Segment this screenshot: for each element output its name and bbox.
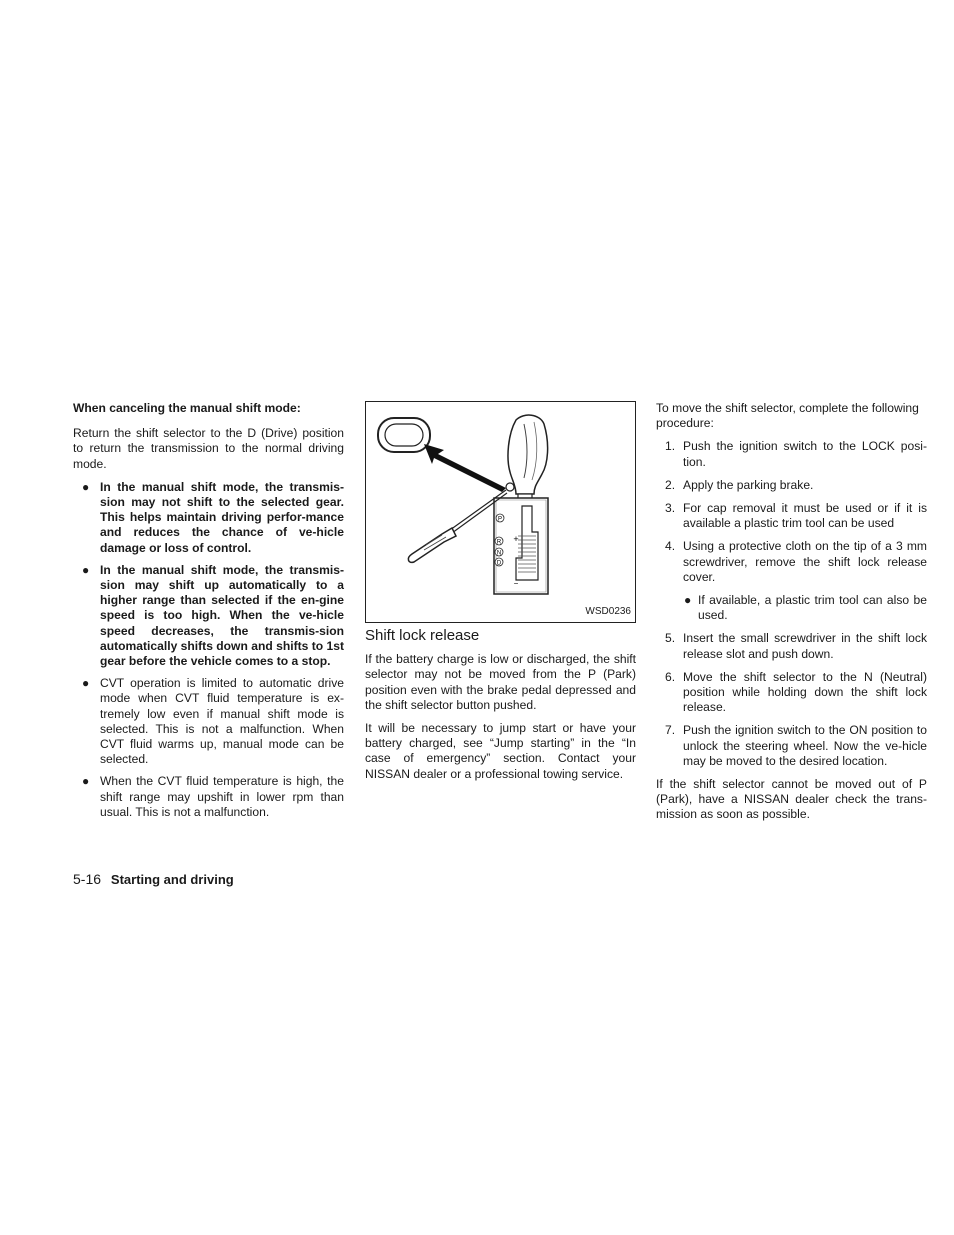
jump-start-paragraph: It will be necessary to jump start or have your battery charged, see “Jump starting” in the “In case of emergency” section. Contact your NISSAN dealer or a professional towing service. [365,721,636,781]
step-text: Insert the small screwdriver in the shift lock release slot and push down. [683,631,927,661]
step-text: Push the ignition switch to the ON position to unlock the steering wheel. Now the ve-hicle may be moved to the desired location. [683,723,927,768]
list-item [656,439,927,469]
list-item [656,723,927,769]
right-column [656,401,927,831]
list-item-text: When the CVT fluid temperature is high, the shift range may upshift in lower rpm than usual. This is not a malfunction. [100,774,344,819]
gear-r-label: R [496,539,502,546]
step-text: Using a protective cloth on the tip of a 3 mm screwdriver, remove the shift lock release cover. [683,539,927,584]
list-item-text: In the manual shift mode, the transmis-sion may shift up automatically to a higher range than selected if the en-gine speed is too high. When the ve-hicle speed decreases, the transmis-sion automatically shifts down and shifts to 1st gear before the vehicle comes to a stop. [100,562,344,669]
bullet-icon: ● [82,774,90,789]
list-item [73,676,344,767]
figure-code: WSD0236 [585,605,631,617]
chapter-title: Starting and driving [110,872,234,887]
step-number: 5. [665,631,676,646]
downshift-minus-label: − [513,579,519,588]
step-number: 6. [665,669,676,684]
gear-p-label: P [497,516,503,523]
procedure-steps [656,439,927,585]
battery-paragraph: If the battery charge is low or discharged, the shift selector may not be moved from the P (Park) position even with the brake pedal depressed and the shift selector button pushed. [365,652,636,712]
middle-column [365,401,636,790]
manual-mode-cancel-intro: Return the shift selector to the D (Drive) position to return the transmission to the normal driving mode. [73,426,344,471]
step-number: 7. [665,723,676,738]
left-column [73,401,344,827]
step-number: 1. [665,439,676,454]
list-item [656,501,927,531]
procedure-steps-continued [656,631,927,769]
procedure-intro: To move the shift selector, complete the following procedure: [656,401,919,431]
page-number: 5-16 [73,871,102,887]
list-item-text: CVT operation is limited to automatic drive mode when CVT fluid temperature is ex-tremely low even if manual shift mode is selected. This is not a malfunction. When CVT fluid warms up, manual mode can be selected. [100,676,344,767]
page-footer [73,871,234,887]
list-item [656,539,927,585]
closing-paragraph: If the shift selector cannot be moved out of P (Park), have a NISSAN dealer check the trans-mission as soon as possible. [656,777,927,822]
list-item-text: In the manual shift mode, the transmis-sion may not shift to the selected gear. This helps maintain driving perfor-mance and reduces the chance of ve-hicle damage or loss of control. [100,479,344,555]
bullet-icon: ● [82,676,90,691]
gear-n-label: N [496,550,502,557]
bullet-icon: ● [82,479,90,494]
step-number: 4. [665,539,676,554]
step-text: Push the ignition switch to the LOCK posi-tion. [683,439,927,469]
list-item [656,670,927,716]
shift-selector-diagram [366,402,635,622]
trim-tool-sub-bullet [656,593,927,623]
step-text: For cap removal it must be used or if it is available a plastic trim tool can be used [683,501,927,531]
lock-release-slot-icon [506,483,514,491]
list-item [656,478,927,493]
list-item [73,774,344,820]
step-text: Move the shift selector to the N (Neutral) position while holding down the shift lock release. [683,669,927,715]
gear-d-label: D [496,560,502,567]
bullet-icon: ● [82,562,90,577]
sub-bullet-text: If available, a plastic trim tool can also be used. [698,593,927,623]
upshift-plus-label: + [513,534,519,544]
manual-mode-bullet-list [73,480,344,820]
shift-knob-icon [508,415,548,494]
step-text: Apply the parking brake. [683,477,814,492]
shift-lock-illustration [365,401,636,623]
shift-lock-release-title: Shift lock release [365,627,480,644]
manual-mode-cancel-heading: When canceling the manual shift mode: [73,401,301,415]
list-item [656,631,927,661]
cap-inner-icon [385,424,423,446]
list-item [73,480,344,556]
step-number: 3. [665,501,676,516]
arrow-icon [424,444,506,492]
bullet-icon: ● [684,593,692,608]
list-item [73,563,344,669]
step-number: 2. [665,477,676,492]
